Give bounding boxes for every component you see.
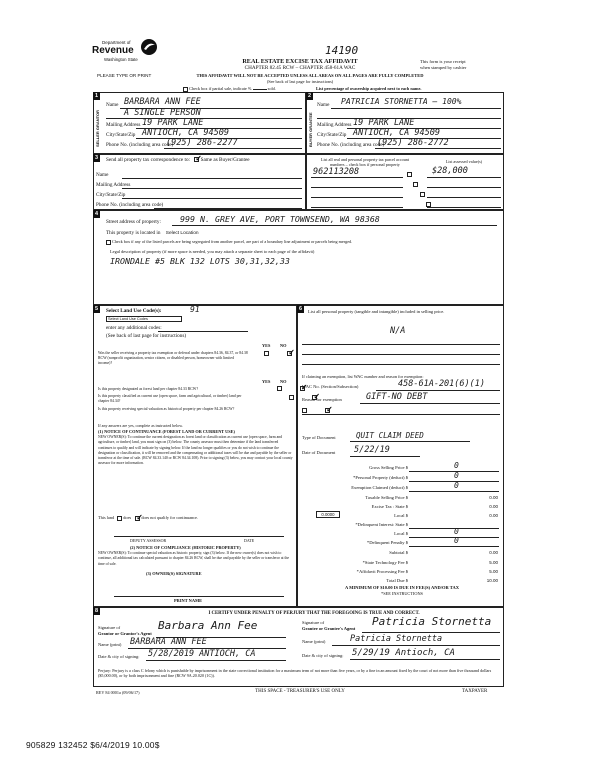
grantor-sig-label1: Signature of xyxy=(98,625,121,630)
segregated-checkbox[interactable] xyxy=(106,240,111,245)
owner-signature-label: (3) OWNER(S) SIGNATURE xyxy=(146,571,202,576)
current-use-yes-checkbox[interactable] xyxy=(289,395,294,400)
same-as-buyer-label: Same as Buyer/Grantee xyxy=(200,157,250,163)
tech-fee-value: 5.00 xyxy=(489,560,498,565)
dept-line1: Department of xyxy=(102,40,131,45)
deputy-assessor-label: DEPUTY ASSESSOR xyxy=(130,538,167,543)
exemption-claimed-label: Exemption Claimed (deduct) $ xyxy=(351,485,408,490)
treasurer-note: THIS SPACE - TREASURER'S USE ONLY xyxy=(255,689,345,694)
section-land-use xyxy=(93,305,297,607)
deputy-date-label: DATE xyxy=(244,538,255,543)
buyer-name: PATRICIA STORNETTA – 100% xyxy=(341,97,462,106)
minimum-note: A MINIMUM OF $10.00 IS DUE IN FEE(S) AND/OR TAX xyxy=(345,585,459,590)
grantee-sig-label2: Grantee or Grantee's Agent xyxy=(302,626,356,631)
grantee-sig-label1: Signature of xyxy=(302,620,325,625)
treasurer-stamp: 905829 132452 $6/4/2019 10.00$ xyxy=(26,740,160,750)
doc-date: 5/22/19 xyxy=(354,445,390,455)
form-chapter: CHAPTER 82.45 RCW – CHAPTER 458-61A WAC xyxy=(244,65,356,71)
print-name-label: PRINT NAME xyxy=(174,598,203,603)
does-not-label: does not xyxy=(141,515,156,520)
historic-text: NEW OWNER(S): To continue special valuation as historic property, sign (3) below. If the new owner(s) does not wish to continue, all additional tax calculated pursuant to chapter 84.26 RCW, shall be due and payable by the seller or transferor at the time of sale. xyxy=(98,551,290,566)
total-due-value: 10.00 xyxy=(486,578,498,583)
section-number-6: 6 xyxy=(298,306,303,312)
buyer-city-label: City/State/Zip xyxy=(317,132,347,138)
grantee-date: 5/29/19 Antioch, CA xyxy=(352,648,455,658)
parcel-personal-checkbox-2[interactable] xyxy=(413,182,418,187)
certify-statement: I CERTIFY UNDER PENALTY OF PERJURY THAT THE FOREGOING IS TRUE AND CORRECT. xyxy=(208,611,420,616)
question-historic: Is this property receiving special valuation as historical property per chapter 84.26 RCW? xyxy=(98,407,235,411)
sold-label: sold. xyxy=(267,86,276,91)
section-certify xyxy=(93,607,504,687)
grantee-date-label: Date & city of signing: xyxy=(302,653,344,658)
affidavit-fee-value: 5.00 xyxy=(489,569,498,574)
delinquent-local-label: Local $ xyxy=(394,531,408,536)
not-accepted-note: THIS AFFIDAVIT WILL NOT BE ACCEPTED UNLESS ALL AREAS ON ALL PAGES ARE FULLY COMPLETED xyxy=(196,73,424,78)
reason-label: Reason for exemption xyxy=(302,397,342,402)
grantor-date-label: Date & city of signing: xyxy=(98,654,140,659)
perjury-text: Perjury: Perjury is a class C felony which is punishable by imprisonment in the state correctional institution for a maximum term of not more than five years, or by a fine in an amount fixed by the court of not more than five thousand dollars ($5,000.00), or by both imprisonment and fine (RCW 9A.20.020 (1C)). xyxy=(98,668,492,679)
dept-line2: Revenue xyxy=(92,45,134,56)
buyer-phone: (925) 286-2772 xyxy=(377,138,449,148)
land-use-label: Select Land Use Code(s): xyxy=(106,308,162,314)
section-location xyxy=(93,210,504,305)
excise-state-label: Excise Tax : State $ xyxy=(371,504,408,509)
buyer-mailing-label: Mailing Address xyxy=(317,122,352,128)
continuance-title: (1) NOTICE OF CONTINUANCE (FOREST LAND OR CURRENT USE) xyxy=(98,429,235,434)
excise-state-value: 0.00 xyxy=(489,504,498,509)
wac-label: WAC No. (Section/Subsection) xyxy=(302,384,359,389)
historic-title: (2) NOTICE OF COMPLIANCE (HISTORIC PROPERTY) xyxy=(130,545,241,550)
legal-label: Legal description of property (if more space is needed, you may attach a separate sheet to each page of the affidavit) xyxy=(110,249,315,254)
legal-description: IRONDALE #5 BLK 132 LOTS 30,31,32,33 xyxy=(110,256,290,266)
same-as-buyer-checkbox[interactable] xyxy=(194,157,199,162)
personal-deduct-label: *Personal Property (deduct) $ xyxy=(353,475,408,480)
tech-fee-label: *State Technology Fee $ xyxy=(362,560,408,565)
section-number-1: 1 xyxy=(94,93,99,99)
section-number-3: 3 xyxy=(94,155,99,161)
delinquent-penalty-value: 0 xyxy=(454,536,459,545)
partial-sale-row xyxy=(183,86,313,92)
seller-phone: (925) 286-2277 xyxy=(166,138,238,148)
value-header: List assessed value(s) xyxy=(445,159,483,164)
rev-number: REV 84 0001a (09/06/17) xyxy=(96,690,140,695)
seller-phone-label: Phone No. (including area code) xyxy=(106,142,174,148)
tax-table xyxy=(298,461,505,601)
no-header-2: NO xyxy=(280,379,287,384)
parcel-number: 962113208 xyxy=(313,167,360,177)
grantee-name: Patricia Stornetta xyxy=(350,634,443,644)
location-select[interactable]: Select Location xyxy=(165,231,199,236)
street-address: 999 N. GREY AVE, PORT TOWNSEND, WA 98368 xyxy=(180,214,380,224)
seller-city-label: City/State/Zip xyxy=(106,132,136,138)
parcel-personal-checkbox-3[interactable] xyxy=(420,192,425,197)
receipt-note2: when stamped by cashier xyxy=(420,65,467,70)
buyer-side-label: BUYER GRANTEE xyxy=(308,112,313,147)
parcels-header2: numbers – check box if personal property xyxy=(330,162,400,167)
doc-type-label: Type of Document xyxy=(302,435,336,440)
located-in-row xyxy=(106,230,199,236)
yes-header-2: YES xyxy=(262,379,271,384)
seller-name: BARBARA ANN FEE xyxy=(124,97,201,107)
section-number-2: 2 xyxy=(307,93,312,99)
grantor-date: 5/28/2019 ANTIOCH, CA xyxy=(148,649,256,659)
exempt-yes-checkbox[interactable] xyxy=(264,351,269,356)
rate-box[interactable]: 0.0000 xyxy=(316,511,340,518)
correspondence-row xyxy=(106,157,301,163)
does-checkbox[interactable] xyxy=(117,516,122,521)
corr-phone-label: Phone No. (including area code) xyxy=(96,202,164,208)
parcels-box xyxy=(306,154,504,210)
continuance-row xyxy=(98,515,198,521)
partial-sale-label: Check box if partial sale, indicate % xyxy=(189,86,252,91)
partial-sale-checkbox[interactable] xyxy=(183,87,188,92)
land-use-code: 91 xyxy=(190,305,200,314)
seller-name2: A SINGLE PERSON xyxy=(124,108,201,118)
land-use-dropdown[interactable]: Select Land Use Codes xyxy=(106,316,182,322)
parcel-personal-checkbox-1[interactable] xyxy=(407,172,412,177)
dept-line3: Washington State xyxy=(104,57,138,62)
personal-property-value: N/A xyxy=(390,326,406,336)
subtotal-value: 0.00 xyxy=(489,550,498,555)
doc-date-label: Date of Document xyxy=(302,450,336,455)
assessed-value: $28,000 xyxy=(432,166,468,176)
segregated-row xyxy=(106,239,501,245)
street-label: Street address of property: xyxy=(106,219,161,225)
additional-codes-label: enter any additional codes: xyxy=(106,325,162,331)
grantor-sig-label2: Grantor or Grantor's Agent xyxy=(98,631,152,636)
question-current-use: Is this property classified as current use (open space, farm and agricultural, or timber) land per chapter 84.34? xyxy=(98,394,242,403)
dor-swoosh-icon xyxy=(140,38,158,56)
does-label: does xyxy=(123,515,132,520)
grantee-name-label: Name (print) xyxy=(302,639,326,644)
exempt-no-checkbox[interactable] xyxy=(287,351,292,356)
local-label: Local $ xyxy=(394,513,408,518)
instructions-ref: (See back of last page for instructions) xyxy=(266,79,334,84)
continuance-text: NEW OWNER(S): To continue the current designation as forest land or classification as current use (open space, farm and agriculture, or timber) land, you must sign on (3) below. The county assessor must then determine if the land transferred continues to qualify and will indicate by signing below. If the land no longer qualifies or you do not wish to continue the designation or classification, it will be removed and the compensating or additional taxes will be due and payable by the seller or transferor at the time of sale. (RCW 84.33.140 or RCW 84.34.108). Prior to signing (3) below, you may contact your local county assessor for more information. xyxy=(98,435,293,466)
corr-city-label: City/State/Zip xyxy=(96,192,126,198)
section-correspondence xyxy=(93,154,306,210)
section-number-4: 4 xyxy=(94,211,99,217)
buyer-phone-label: Phone No. (including area code) xyxy=(317,142,385,148)
this-land-label: This land xyxy=(98,515,115,520)
receipt-note1: This form is your receipt xyxy=(420,59,466,64)
does-not-checkbox[interactable] xyxy=(135,516,140,521)
taxable-label: Taxable Selling Price $ xyxy=(365,495,408,500)
seller-name-label: Name xyxy=(106,102,119,108)
form-title: REAL ESTATE EXCISE TAX AFFIDAVIT xyxy=(242,58,358,65)
corr-name-label: Name xyxy=(96,172,109,178)
local-value: 0.00 xyxy=(489,513,498,518)
personal-deduct-value: 0 xyxy=(454,471,459,480)
delinquent-penalty-label: *Delinquent Penalty $ xyxy=(366,540,408,545)
seller-side-label: SELLER GRANTOR xyxy=(95,109,100,147)
section-buyer xyxy=(306,92,504,154)
section-number-8: 8 xyxy=(94,608,99,614)
question-exempt: Was the seller receiving a property tax exemption or deferral under chapters 84.36, 84.37, or 84.38 RCW (nonprofit organization, senior citizen, or disabled person, homeowner with limited income)? xyxy=(98,351,248,365)
gross-value: 0 xyxy=(454,461,459,470)
section-seller xyxy=(93,92,306,154)
grantor-signature[interactable]: Barbara Ann Fee xyxy=(158,619,258,632)
please-type: PLEASE TYPE OR PRINT xyxy=(97,73,152,78)
exemption-claim-label: If claiming an exemption, list WAC number and reason for exemption: xyxy=(302,374,424,379)
affidavit-fee-label: *Affidavit Processing Fee $ xyxy=(356,569,408,574)
correspondence-label: Send all property tax correspondence to: xyxy=(106,157,190,163)
land-use-instructions: (See back of last page for instructions) xyxy=(106,333,187,339)
seller-city: ANTIOCH, CA 94509 xyxy=(142,128,229,138)
exemption-claimed-value: 0 xyxy=(454,481,459,490)
delinquent-interest-label: *Delinquent Interest: State $ xyxy=(355,522,408,527)
forest-yes-checkbox[interactable] xyxy=(277,386,282,391)
gross-label: Gross Selling Price $ xyxy=(369,465,408,470)
ownership-note: List percentage of ownership acquired next to each name. xyxy=(316,86,422,91)
parcels-header1: List all real and personal property tax parcel account xyxy=(320,157,410,162)
exemption-reason: GIFT-NO DEBT xyxy=(366,392,428,402)
located-in-label: This property is located in xyxy=(106,230,161,236)
handwritten-number: 14190 xyxy=(325,44,359,57)
no-header-1: NO xyxy=(280,343,287,348)
grantee-signature[interactable]: Patricia Stornetta xyxy=(372,615,492,628)
grantor-name: BARBARA ANN FEE xyxy=(130,637,207,647)
dor-logo xyxy=(92,40,162,70)
wac-number: 458-61A-201(6)(1) xyxy=(398,379,485,389)
grantor-name-label: Name (print) xyxy=(98,642,122,647)
section-personal-property xyxy=(297,305,504,607)
buyer-mailing: 19 PARK LANE xyxy=(353,118,415,128)
buyer-city: ANTIOCH, CA 94509 xyxy=(353,128,440,138)
personal-property-label: List all personal property (tangible and intangible) included in selling price. xyxy=(308,309,445,314)
seller-mailing: 19 PARK LANE xyxy=(142,118,204,128)
buyer-name-label: Name xyxy=(317,102,330,108)
delinquent-local-value: 0 xyxy=(454,527,459,536)
if-yes-note: If any answers are yes, complete as instructed below. xyxy=(98,423,183,428)
qualify-label: qualify for continuance. xyxy=(156,515,199,520)
yes-header-1: YES xyxy=(262,343,271,348)
total-due-label: Total Due $ xyxy=(386,578,408,583)
question-forest: Is this property designated as forest land per chapter 84.33 RCW? xyxy=(98,387,199,391)
subtotal-label: Subtotal $ xyxy=(389,550,408,555)
section-number-5: 5 xyxy=(94,306,99,312)
corr-mailing-label: Mailing Address xyxy=(96,182,131,188)
taxpayer-label: TAXPAYER xyxy=(462,689,488,694)
taxable-value: 0.00 xyxy=(489,495,498,500)
see-instructions-note: *SEE INSTRUCTIONS xyxy=(381,591,423,596)
doc-type: QUIT CLAIM DEED xyxy=(356,431,424,440)
segregated-label: Check box if any of the listed parcels are being segregated from another parcel, are part of a boundary line adjustment or parcels being merged. xyxy=(112,239,353,244)
seller-mailing-label: Mailing Address xyxy=(106,122,141,128)
